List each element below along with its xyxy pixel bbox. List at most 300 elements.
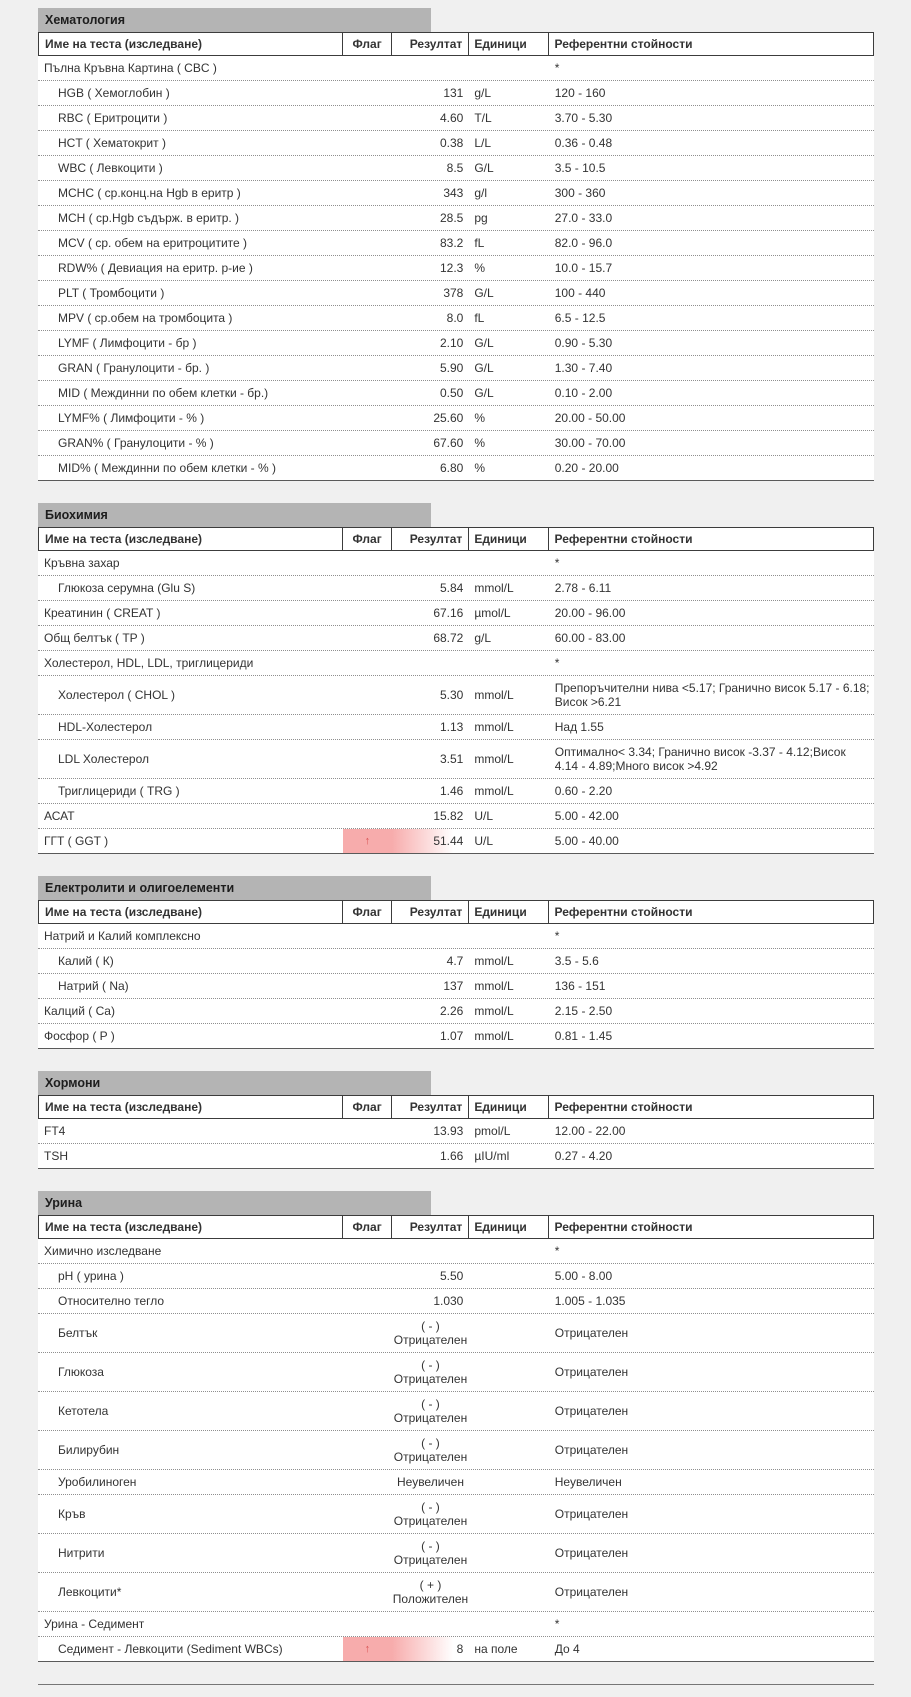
report-bottom-divider xyxy=(38,1684,874,1685)
test-name-cell: Калций ( Ca) xyxy=(44,1004,115,1018)
test-name-cell: MID% ( Междинни по обем клетки - % ) xyxy=(58,461,276,475)
test-name-cell: MCV ( ср. обем на еритроцитите ) xyxy=(58,236,248,250)
section-hematology xyxy=(38,8,874,481)
units-cell: µIU/ml xyxy=(474,1149,510,1163)
result-cell: 4.60 xyxy=(439,111,464,125)
results-table xyxy=(38,32,874,481)
units-cell xyxy=(469,1239,548,1263)
table-row xyxy=(38,306,874,331)
test-name-cell: MPV ( ср.обем на тромбоцита ) xyxy=(58,311,233,325)
test-name-cell: GRAN ( Гранулоцити - бр. ) xyxy=(58,361,210,375)
result-line2: Отрицателен xyxy=(393,1372,468,1386)
result-cell xyxy=(392,1314,470,1352)
flag-cell xyxy=(343,1353,391,1391)
reference-cell: 10.0 - 15.7 xyxy=(554,261,613,275)
reference-cell: 0.20 - 20.00 xyxy=(554,461,619,475)
units-cell xyxy=(469,651,548,675)
test-name-cell: Кетотела xyxy=(58,1404,109,1418)
result-cell: 68.72 xyxy=(433,631,464,645)
flag-up-icon: ↑ xyxy=(364,835,371,847)
reference-cell: Отрицателен xyxy=(554,1326,629,1340)
result-cell: 2.26 xyxy=(439,1004,464,1018)
reference-cell: Отрицателен xyxy=(554,1443,629,1457)
reference-cell: Отрицателен xyxy=(554,1365,629,1379)
reference-cell: 0.10 - 2.00 xyxy=(554,386,613,400)
table-row xyxy=(38,456,874,481)
table-row xyxy=(38,715,874,740)
result-cell xyxy=(392,1392,470,1430)
result-cell: 28.5 xyxy=(439,211,464,225)
result-cell: 1.07 xyxy=(439,1029,464,1043)
units-cell xyxy=(469,551,548,575)
test-name-cell: ГГТ ( GGT ) xyxy=(44,834,109,848)
result-cell: 0.38 xyxy=(439,136,464,150)
test-name-cell: TSH xyxy=(44,1149,68,1163)
units-cell xyxy=(469,1534,548,1572)
result-cell: 343 xyxy=(443,186,464,200)
reference-cell: 300 - 360 xyxy=(554,186,606,200)
flag-cell xyxy=(343,676,391,714)
test-name-cell: HGB ( Хемоглобин ) xyxy=(58,86,170,100)
table-row xyxy=(38,1289,874,1314)
units-cell: G/L xyxy=(474,161,494,175)
flag-cell xyxy=(343,81,391,105)
result-cell: 5.50 xyxy=(439,1269,464,1283)
flag-up-icon: ↑ xyxy=(364,1643,371,1655)
result-cell: 51.44 xyxy=(392,829,470,853)
test-name-cell: LYMF% ( Лимфоцити - % ) xyxy=(58,411,205,425)
result-cell: 67.16 xyxy=(433,606,464,620)
result-line2: Положителен xyxy=(392,1592,469,1606)
column-header-reference: Референтни стойности xyxy=(554,905,693,919)
test-name-cell: Холестерол ( CHOL ) xyxy=(58,688,175,702)
flag-cell xyxy=(343,381,391,405)
units-cell: L/L xyxy=(474,136,492,150)
result-cell xyxy=(392,1495,470,1533)
table-row xyxy=(38,924,874,949)
units-cell xyxy=(469,1612,548,1636)
reference-cell: До 4 xyxy=(554,1642,580,1656)
reference-cell: Над 1.55 xyxy=(554,720,604,734)
flag-cell xyxy=(343,156,391,180)
units-cell: % xyxy=(474,436,486,450)
units-cell: fL xyxy=(474,311,485,325)
flag-cell xyxy=(343,1024,391,1048)
flag-cell xyxy=(343,1314,391,1352)
test-name-cell: Натрий и Калий комплексно xyxy=(44,929,201,943)
units-cell: pg xyxy=(474,211,488,225)
test-name-cell: LDL Холестерол xyxy=(58,752,149,766)
table-row xyxy=(38,206,874,231)
result-cell: 8 xyxy=(392,1637,470,1661)
result-line1: ( - ) xyxy=(421,1358,440,1372)
test-name-cell: Пълна Кръвна Картина ( CBC ) xyxy=(44,61,217,75)
table-row xyxy=(38,999,874,1024)
test-name-cell: Креатинин ( CREAT ) xyxy=(44,606,161,620)
column-header-flag: Флаг xyxy=(343,33,391,55)
section-title: Урина xyxy=(38,1191,431,1215)
test-name-cell: MID ( Междинни по обем клетки - бр.) xyxy=(58,386,269,400)
flag-cell xyxy=(343,974,391,998)
table-row xyxy=(38,576,874,601)
table-row xyxy=(38,949,874,974)
table-row xyxy=(38,676,874,715)
column-header-flag: Флаг xyxy=(343,1216,391,1238)
reference-cell: 60.00 - 83.00 xyxy=(554,631,626,645)
test-name-cell: АСАТ xyxy=(44,809,75,823)
reference-cell: 30.00 - 70.00 xyxy=(554,436,626,450)
flag-cell xyxy=(343,779,391,803)
column-header-flag: Флаг xyxy=(343,528,391,550)
flag-cell xyxy=(343,1239,391,1263)
flag-cell xyxy=(343,1431,391,1469)
test-name-cell: Уробилиноген xyxy=(58,1475,137,1489)
column-header-name: Име на теста (изследване) xyxy=(39,1096,343,1118)
table-header-row xyxy=(38,527,874,551)
table-row xyxy=(38,1431,874,1470)
reference-cell: 5.00 - 8.00 xyxy=(554,1269,613,1283)
flag-cell xyxy=(343,331,391,355)
units-cell: g/l xyxy=(474,186,488,200)
column-header-name: Име на теста (изследване) xyxy=(39,901,343,923)
flag-cell xyxy=(343,406,391,430)
column-header-reference: Референтни стойности xyxy=(554,1220,693,1234)
units-cell: fL xyxy=(474,236,485,250)
test-name-cell: WBC ( Левкоцити ) xyxy=(58,161,163,175)
test-name-cell: Белтък xyxy=(58,1326,98,1340)
flag-cell xyxy=(343,356,391,380)
reference-cell: * xyxy=(554,1244,560,1258)
result-cell: 6.80 xyxy=(439,461,464,475)
result-cell: 378 xyxy=(443,286,464,300)
section-title: Хематология xyxy=(38,8,431,32)
table-row xyxy=(38,356,874,381)
units-cell: U/L xyxy=(474,834,494,848)
result-cell xyxy=(392,1534,470,1572)
flag-cell xyxy=(343,999,391,1023)
results-table xyxy=(38,1095,874,1169)
result-cell: 137 xyxy=(443,979,464,993)
units-cell: mmol/L xyxy=(474,1004,514,1018)
result-line1: ( - ) xyxy=(421,1319,440,1333)
reference-cell: 1.30 - 7.40 xyxy=(554,361,613,375)
flag-cell xyxy=(343,601,391,625)
table-row xyxy=(38,1637,874,1662)
reference-cell: 0.81 - 1.45 xyxy=(554,1029,613,1043)
result-cell: 8.0 xyxy=(446,311,464,325)
reference-cell: Отрицателен xyxy=(554,1546,629,1560)
test-name-cell: Химично изследване xyxy=(44,1244,162,1258)
result-cell xyxy=(392,1431,470,1469)
units-cell: µmol/L xyxy=(474,606,511,620)
test-name-cell: MCH ( ср.Hgb съдърж. в еритр. ) xyxy=(58,211,240,225)
flag-cell xyxy=(343,1637,391,1661)
units-cell: mmol/L xyxy=(474,752,514,766)
section-title: Електролити и олигоелементи xyxy=(38,876,431,900)
units-cell: mmol/L xyxy=(474,954,514,968)
result-cell xyxy=(392,1239,470,1263)
flag-cell xyxy=(343,1144,391,1168)
reference-cell: 27.0 - 33.0 xyxy=(554,211,613,225)
column-header-units: Единици xyxy=(469,1216,548,1238)
results-table xyxy=(38,1215,874,1662)
table-row xyxy=(38,651,874,676)
result-line1: ( - ) xyxy=(421,1500,440,1514)
flag-cell xyxy=(343,740,391,778)
result-line2: Отрицателен xyxy=(393,1514,468,1528)
table-row xyxy=(38,56,874,81)
units-cell xyxy=(469,1431,548,1469)
units-cell: G/L xyxy=(474,361,494,375)
flag-cell xyxy=(343,715,391,739)
reference-cell: * xyxy=(554,556,560,570)
flag-cell xyxy=(343,256,391,280)
flag-cell xyxy=(343,1470,391,1494)
test-name-cell: Холестерол, HDL, LDL, триглицериди xyxy=(44,656,254,670)
test-name-cell: Натрий ( Na) xyxy=(58,979,129,993)
test-name-cell: PLT ( Тромбоцити ) xyxy=(58,286,165,300)
reference-cell: 136 - 151 xyxy=(554,979,606,993)
column-header-reference: Референтни стойности xyxy=(554,37,693,51)
reference-cell: * xyxy=(554,656,560,670)
test-name-cell: GRAN% ( Гранулоцити - % ) xyxy=(58,436,214,450)
result-cell: 1.13 xyxy=(439,720,464,734)
test-name-cell: Триглицериди ( TRG ) xyxy=(58,784,180,798)
result-cell: 25.60 xyxy=(433,411,464,425)
result-cell: 1.46 xyxy=(439,784,464,798)
test-name-cell: Глюкоза серумна (Glu S) xyxy=(58,581,196,595)
table-row xyxy=(38,1264,874,1289)
flag-cell xyxy=(343,924,391,948)
units-cell: g/L xyxy=(474,631,492,645)
column-header-name: Име на теста (изследване) xyxy=(39,528,343,550)
result-line2: Отрицателен xyxy=(393,1411,468,1425)
reference-cell: 0.60 - 2.20 xyxy=(554,784,613,798)
column-header-result: Резултат xyxy=(392,528,470,550)
result-line2: Отрицателен xyxy=(393,1553,468,1567)
flag-cell xyxy=(343,206,391,230)
table-row xyxy=(38,1573,874,1612)
table-row xyxy=(38,804,874,829)
lab-report xyxy=(38,8,874,1662)
units-cell: mmol/L xyxy=(474,784,514,798)
reference-cell: Препоръчителни нива <5.17; Гранично висок 5.17 - 6.18; Висок >6.21 xyxy=(554,681,870,709)
table-row xyxy=(38,1119,874,1144)
result-cell xyxy=(392,551,470,575)
reference-cell: 3.5 - 5.6 xyxy=(554,954,599,968)
reference-cell: 12.00 - 22.00 xyxy=(554,1124,626,1138)
flag-cell xyxy=(343,1264,391,1288)
flag-cell xyxy=(343,1534,391,1572)
reference-cell: 0.90 - 5.30 xyxy=(554,336,613,350)
units-cell: G/L xyxy=(474,286,494,300)
result-cell xyxy=(392,651,470,675)
result-cell: 0.50 xyxy=(439,386,464,400)
test-name-cell: Билирубин xyxy=(58,1443,120,1457)
test-name-cell: HCT ( Хематокрит ) xyxy=(58,136,166,150)
result-line2: Отрицателен xyxy=(393,1450,468,1464)
table-header-row xyxy=(38,32,874,56)
table-header-row xyxy=(38,900,874,924)
table-row xyxy=(38,1470,874,1495)
test-name-cell: Глюкоза xyxy=(58,1365,104,1379)
column-header-units: Единици xyxy=(469,1096,548,1118)
table-row xyxy=(38,181,874,206)
table-row xyxy=(38,1239,874,1264)
table-row xyxy=(38,601,874,626)
flag-cell xyxy=(343,456,391,480)
result-cell xyxy=(392,1353,470,1391)
result-cell: Неувеличен xyxy=(396,1475,464,1489)
flag-cell xyxy=(343,804,391,828)
reference-cell: 3.70 - 5.30 xyxy=(554,111,613,125)
table-header-row xyxy=(38,1215,874,1239)
units-cell: g/L xyxy=(474,86,492,100)
flag-cell xyxy=(343,231,391,255)
reference-cell: 82.0 - 96.0 xyxy=(554,236,613,250)
test-name-cell: FT4 xyxy=(44,1124,66,1138)
units-cell: mmol/L xyxy=(474,720,514,734)
units-cell xyxy=(469,1353,548,1391)
test-name-cell: Общ белтък ( TP ) xyxy=(44,631,145,645)
table-row xyxy=(38,256,874,281)
table-row xyxy=(38,740,874,779)
result-cell: 12.3 xyxy=(439,261,464,275)
units-cell xyxy=(469,1264,548,1288)
test-name-cell: Урина - Седимент xyxy=(44,1617,145,1631)
test-name-cell: Фосфор ( P ) xyxy=(44,1029,115,1043)
table-row xyxy=(38,406,874,431)
result-cell: 2.10 xyxy=(439,336,464,350)
result-cell xyxy=(392,924,470,948)
column-header-result: Резултат xyxy=(392,33,470,55)
table-row xyxy=(38,431,874,456)
test-name-cell: pH ( урина ) xyxy=(58,1269,124,1283)
units-cell xyxy=(469,1470,548,1494)
units-cell xyxy=(469,924,548,948)
reference-cell: Отрицателен xyxy=(554,1585,629,1599)
flag-cell xyxy=(343,829,391,853)
table-row xyxy=(38,1024,874,1049)
reference-cell: 2.15 - 2.50 xyxy=(554,1004,613,1018)
units-cell: G/L xyxy=(474,336,494,350)
table-row xyxy=(38,1534,874,1573)
table-row xyxy=(38,331,874,356)
units-cell xyxy=(469,1495,548,1533)
reference-cell: 5.00 - 42.00 xyxy=(554,809,619,823)
result-cell: 67.60 xyxy=(433,436,464,450)
table-row xyxy=(38,131,874,156)
reference-cell: 3.5 - 10.5 xyxy=(554,161,606,175)
flag-cell xyxy=(343,551,391,575)
table-row xyxy=(38,281,874,306)
flag-cell xyxy=(343,576,391,600)
flag-cell xyxy=(343,106,391,130)
section-biochemistry xyxy=(38,503,874,854)
flag-cell xyxy=(343,306,391,330)
units-cell: G/L xyxy=(474,386,494,400)
section-electrolytes xyxy=(38,876,874,1049)
result-line1: ( - ) xyxy=(421,1436,440,1450)
table-row xyxy=(38,106,874,131)
units-cell: mmol/L xyxy=(474,1029,514,1043)
reference-cell: Оптимално< 3.34; Гранично висок -3.37 - 4.12;Висок 4.14 - 4.89;Много висок >4.92 xyxy=(554,745,846,773)
result-cell xyxy=(392,56,470,80)
test-name-cell: Кръв xyxy=(58,1507,86,1521)
column-header-name: Име на теста (изследване) xyxy=(39,1216,343,1238)
flag-cell xyxy=(343,281,391,305)
column-header-units: Единици xyxy=(469,33,548,55)
units-cell: mmol/L xyxy=(474,581,514,595)
section-title: Биохимия xyxy=(38,503,431,527)
table-row xyxy=(38,626,874,651)
table-row xyxy=(38,1495,874,1534)
reference-cell: 6.5 - 12.5 xyxy=(554,311,606,325)
units-cell: % xyxy=(474,261,486,275)
flag-cell xyxy=(343,131,391,155)
flag-cell xyxy=(343,1612,391,1636)
reference-cell: * xyxy=(554,929,560,943)
result-cell xyxy=(392,1612,470,1636)
table-row xyxy=(38,156,874,181)
flag-cell xyxy=(343,1495,391,1533)
reference-cell: 2.78 - 6.11 xyxy=(554,581,612,595)
table-row xyxy=(38,1314,874,1353)
table-row xyxy=(38,1353,874,1392)
section-hormones xyxy=(38,1071,874,1169)
result-cell: 15.82 xyxy=(433,809,464,823)
test-name-cell: Калий ( К) xyxy=(58,954,114,968)
result-cell: 4.7 xyxy=(446,954,464,968)
units-cell: на поле xyxy=(474,1642,518,1656)
column-header-flag: Флаг xyxy=(343,901,391,923)
flag-cell xyxy=(343,431,391,455)
units-cell xyxy=(469,1314,548,1352)
test-name-cell: HDL-Холестерол xyxy=(58,720,153,734)
result-cell: 131 xyxy=(443,86,464,100)
result-line1: ( - ) xyxy=(421,1539,440,1553)
units-cell: U/L xyxy=(474,809,494,823)
reference-cell: 5.00 - 40.00 xyxy=(554,834,619,848)
flag-cell xyxy=(343,1289,391,1313)
result-cell: 8.5 xyxy=(446,161,464,175)
table-row xyxy=(38,974,874,999)
result-line1: ( + ) xyxy=(419,1578,442,1592)
units-cell xyxy=(469,56,548,80)
flag-cell xyxy=(343,626,391,650)
table-row xyxy=(38,829,874,854)
table-row xyxy=(38,1144,874,1169)
flag-cell xyxy=(343,1119,391,1143)
reference-cell: 1.005 - 1.035 xyxy=(554,1294,626,1308)
test-name-cell: RBC ( Еритроцити ) xyxy=(58,111,168,125)
units-cell: pmol/L xyxy=(474,1124,511,1138)
units-cell xyxy=(469,1392,548,1430)
result-cell xyxy=(392,1573,470,1611)
units-cell: mmol/L xyxy=(474,688,514,702)
test-name-cell: Кръвна захар xyxy=(44,556,120,570)
result-cell: 5.30 xyxy=(439,688,464,702)
column-header-reference: Референтни стойности xyxy=(554,1100,693,1114)
reference-cell: * xyxy=(554,1617,560,1631)
table-row xyxy=(38,551,874,576)
result-line1: ( - ) xyxy=(421,1397,440,1411)
units-cell: % xyxy=(474,461,486,475)
result-cell: 3.51 xyxy=(439,752,464,766)
units-cell: mmol/L xyxy=(474,979,514,993)
flag-cell xyxy=(343,1573,391,1611)
table-row xyxy=(38,81,874,106)
